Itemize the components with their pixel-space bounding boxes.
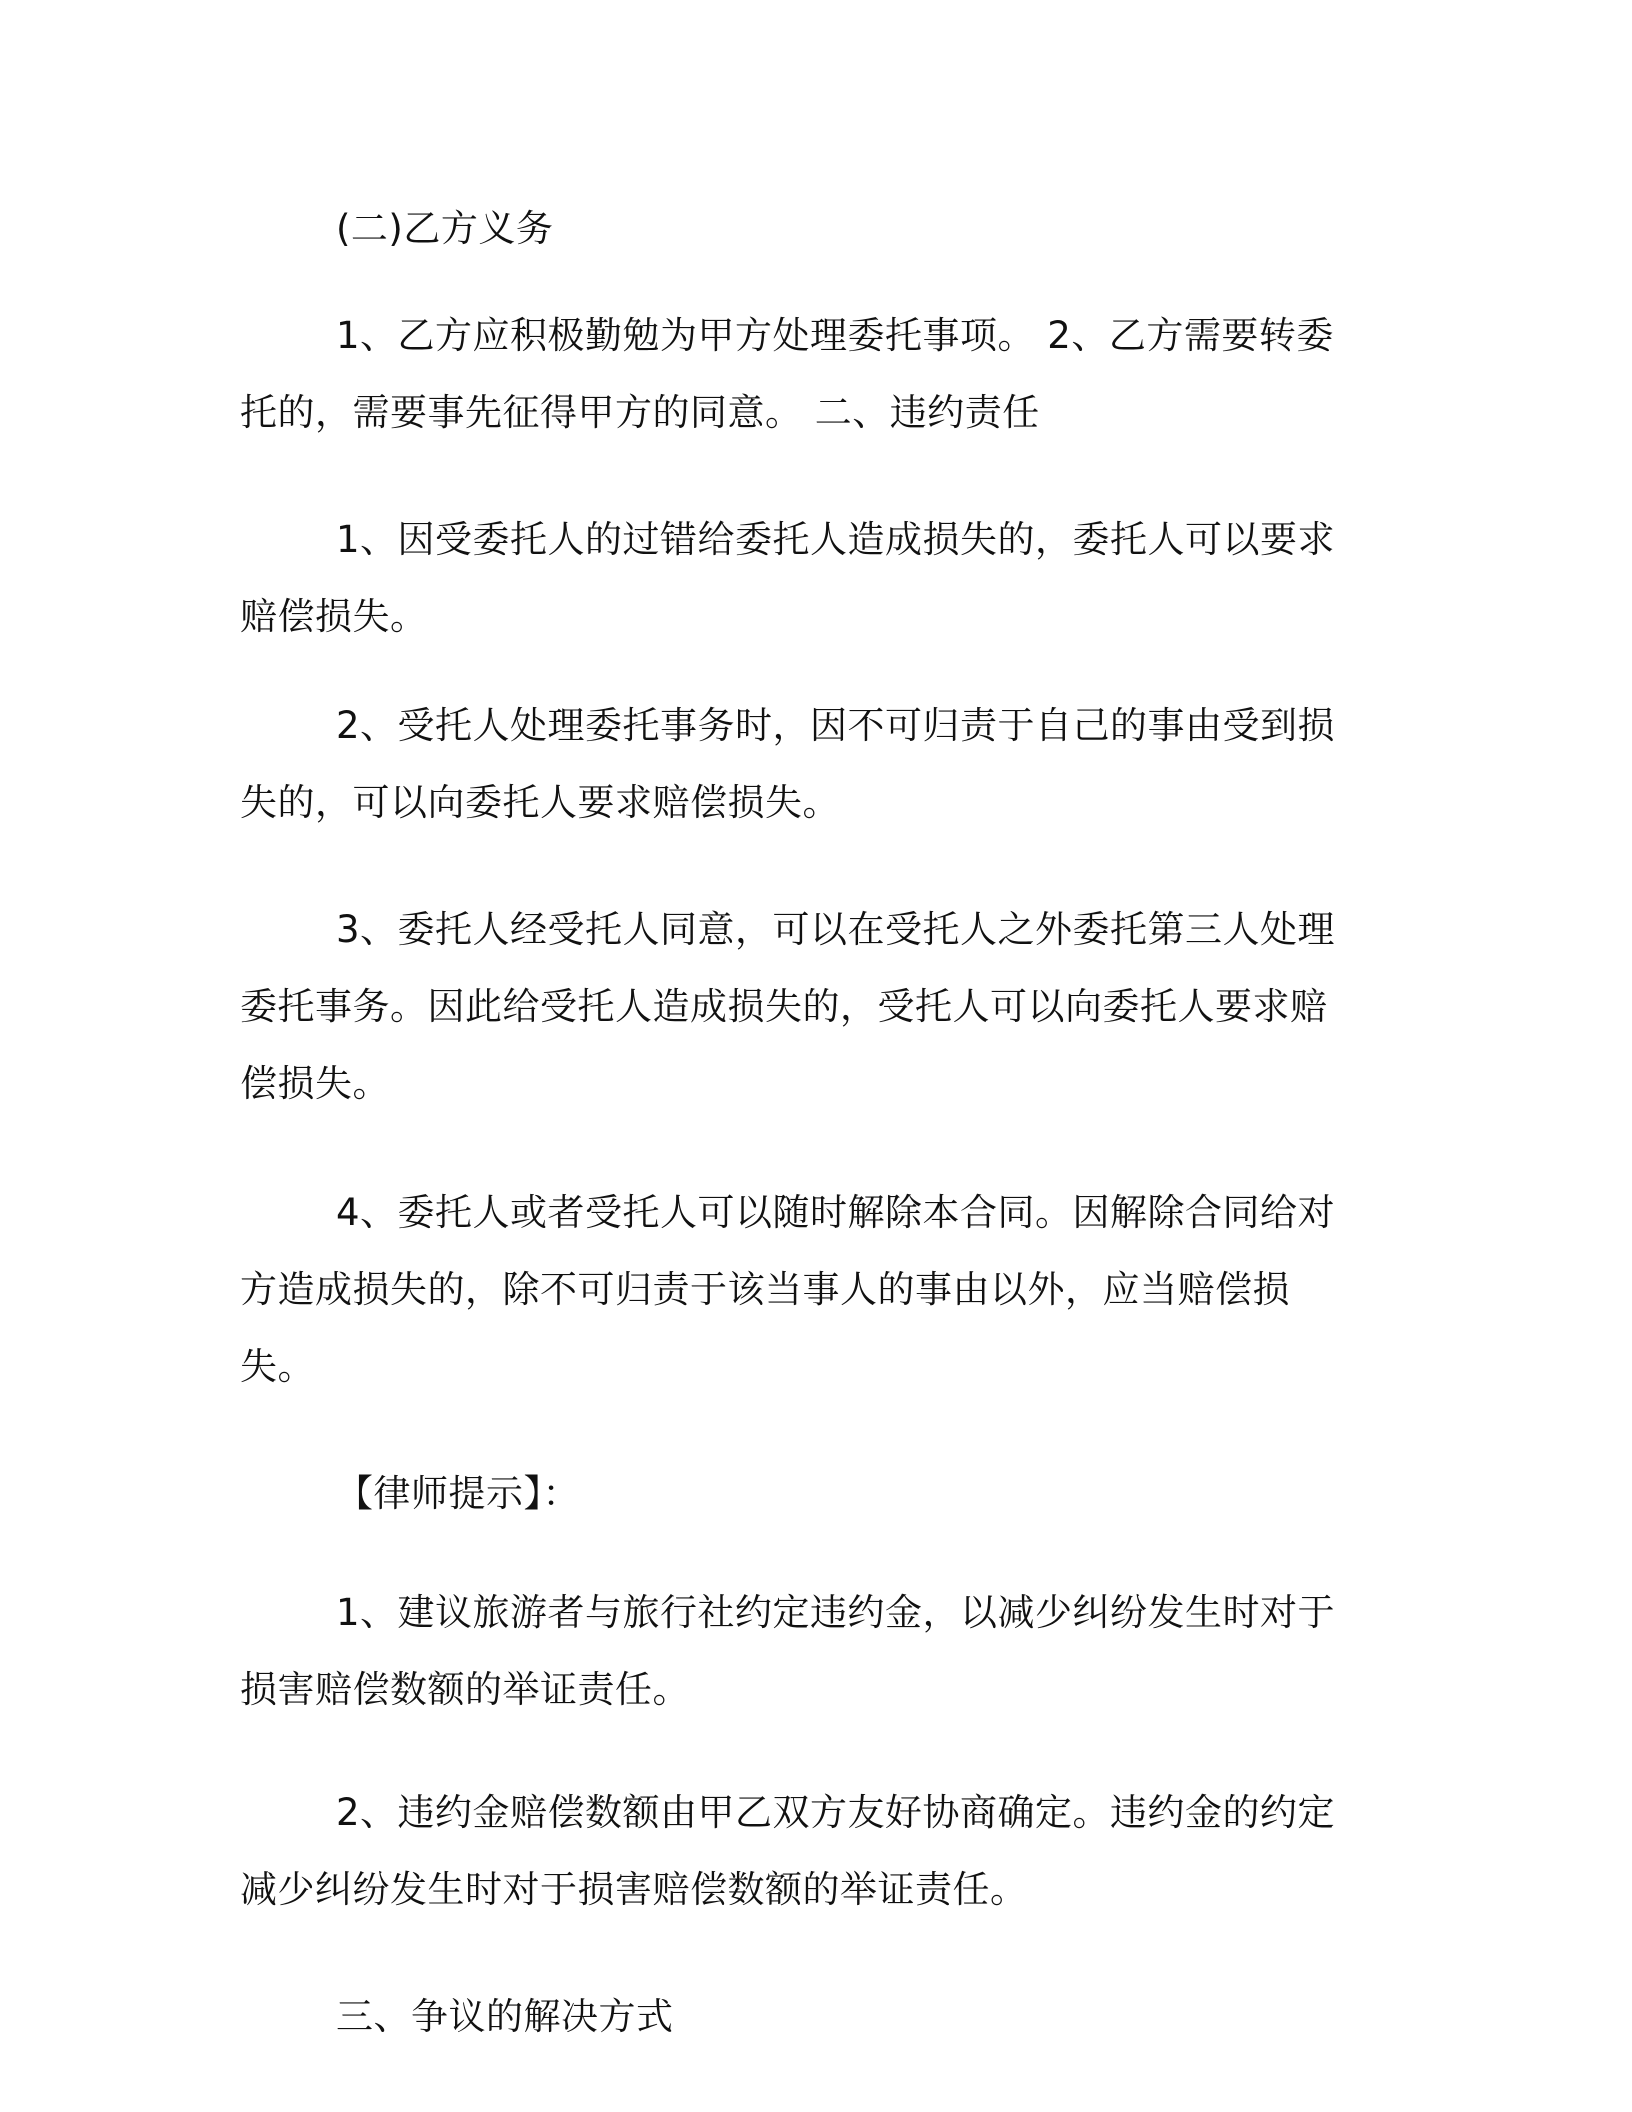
paragraph-tip-item-2: 2、违约金赔偿数额由甲乙双方友好协商确定。违约金的约定减少纠纷发生时对于损害赔偿数额的举证责任。 [240,1791,1336,1911]
paragraph-breach-item-1: 1、因受委托人的过错给委托人造成损失的，委托人可以要求赔偿损失。 [240,518,1336,638]
paragraph-breach-item-2: 2、受托人处理委托事务时，因不可归责于自己的事由受到损失的，可以向委托人要求赔偿损失。 [240,704,1336,824]
paragraph-breach-item-3: 3、委托人经受托人同意，可以在受托人之外委托第三人处理委托事务。因此给受托人造成损失的，受托人可以向委托人要求赔偿损失。 [240,908,1336,1105]
section-heading-dispute-resolution: 三、争议的解决方式 [336,1995,674,2038]
document-body [240,190,1360,2055]
paragraph-tip-item-1: 1、建议旅游者与旅行社约定违约金，以减少纠纷发生时对于损害赔偿数额的举证责任。 [240,1591,1336,1711]
lawyer-tip-heading: 【律师提示】： [336,1472,580,1515]
paragraph-breach-item-4: 4、委托人或者受托人可以随时解除本合同。因解除合同给对方造成损失的，除不可归责于该当事人的事由以外，应当赔偿损失。 [240,1191,1336,1388]
section-heading-party-b-obligations: (二)乙方义务 [336,207,554,250]
paragraph-party-b-duties: 1、乙方应积极勤勉为甲方处理委托事项。 2、乙方需要转委托的，需要事先征得甲方的同意。 二、违约责任 [240,314,1334,434]
